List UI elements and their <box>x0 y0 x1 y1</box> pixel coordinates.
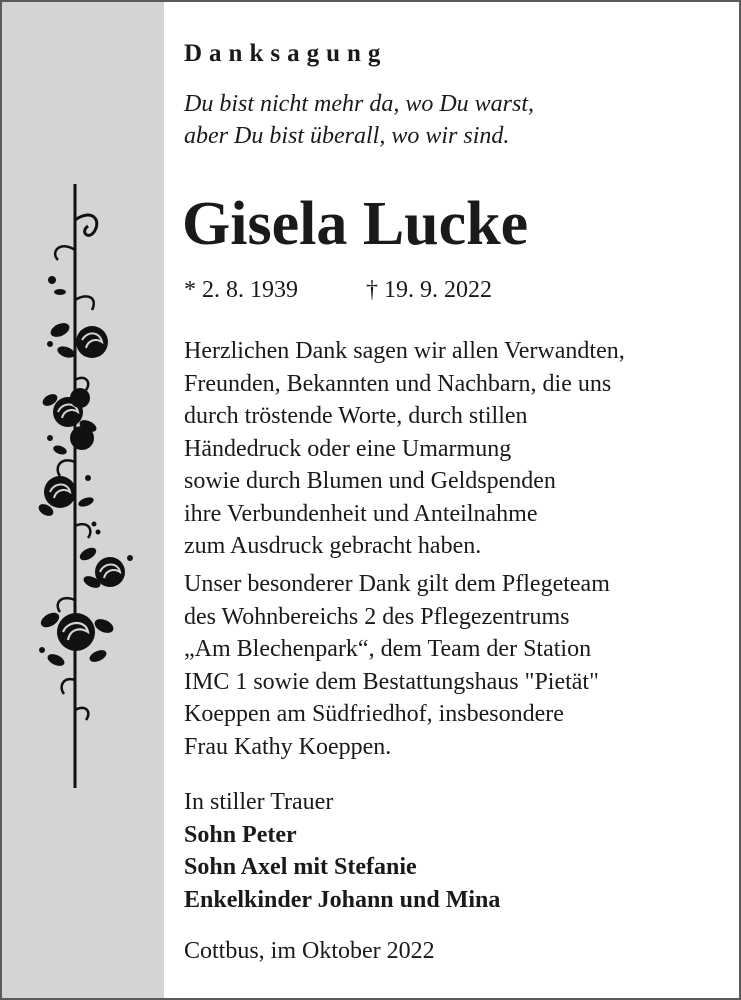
text-line: Herzlichen Dank sagen wir allen Verwandten, <box>184 338 625 364</box>
text-line: des Wohnbereichs 2 des Pflegezentrums <box>184 603 570 630</box>
heading: Danksagung <box>184 40 388 67</box>
text-line: Freunden, Bekannten und Nachbarn, die uns <box>184 370 612 397</box>
signoff <box>184 786 500 916</box>
text-line: IMC 1 sowie dem Bestattungshaus "Pietät" <box>184 668 599 695</box>
birth-date: * 2. 8. 1939 <box>184 277 298 303</box>
mourner-name: Sohn Axel mit Stefanie <box>184 854 417 880</box>
text-line: Frau Kathy Koeppen. <box>184 733 392 760</box>
deceased-name: Gisela Lucke <box>182 190 529 258</box>
thanks-paragraph <box>184 335 625 563</box>
quote <box>184 88 534 152</box>
special-thanks-paragraph <box>184 568 610 763</box>
sidebar-band <box>2 2 164 998</box>
text-line: „Am Blechenpark“, dem Team der Station <box>184 636 592 662</box>
text-line: durch tröstende Worte, durch stillen <box>184 403 528 429</box>
signoff-intro: In stiller Trauer <box>184 789 334 815</box>
text-line: Händedruck oder eine Umarmung <box>184 435 512 462</box>
place-date: Cottbus, im Oktober 2022 <box>184 938 435 964</box>
quote-line: Du bist nicht mehr da, wo Du warst, <box>184 91 535 117</box>
text-line: Koeppen am Südfriedhof, insbesondere <box>184 701 564 727</box>
quote-line: aber Du bist überall, wo wir sind. <box>184 123 510 149</box>
text-line: sowie durch Blumen und Geldspenden <box>184 468 556 494</box>
rose-vine-icon <box>30 180 140 792</box>
mourner-name: Enkelkinder Johann und Mina <box>184 886 501 913</box>
text-line: ihre Verbundenheit und Anteilnahme <box>184 500 538 527</box>
text-line: zum Ausdruck gebracht haben. <box>184 533 482 559</box>
mourner-name: Sohn Peter <box>184 821 297 848</box>
text-line: Unser besonderer Dank gilt dem Pflegeteam <box>184 571 610 597</box>
life-dates <box>184 274 492 306</box>
death-date: † 19. 9. 2022 <box>366 277 492 303</box>
